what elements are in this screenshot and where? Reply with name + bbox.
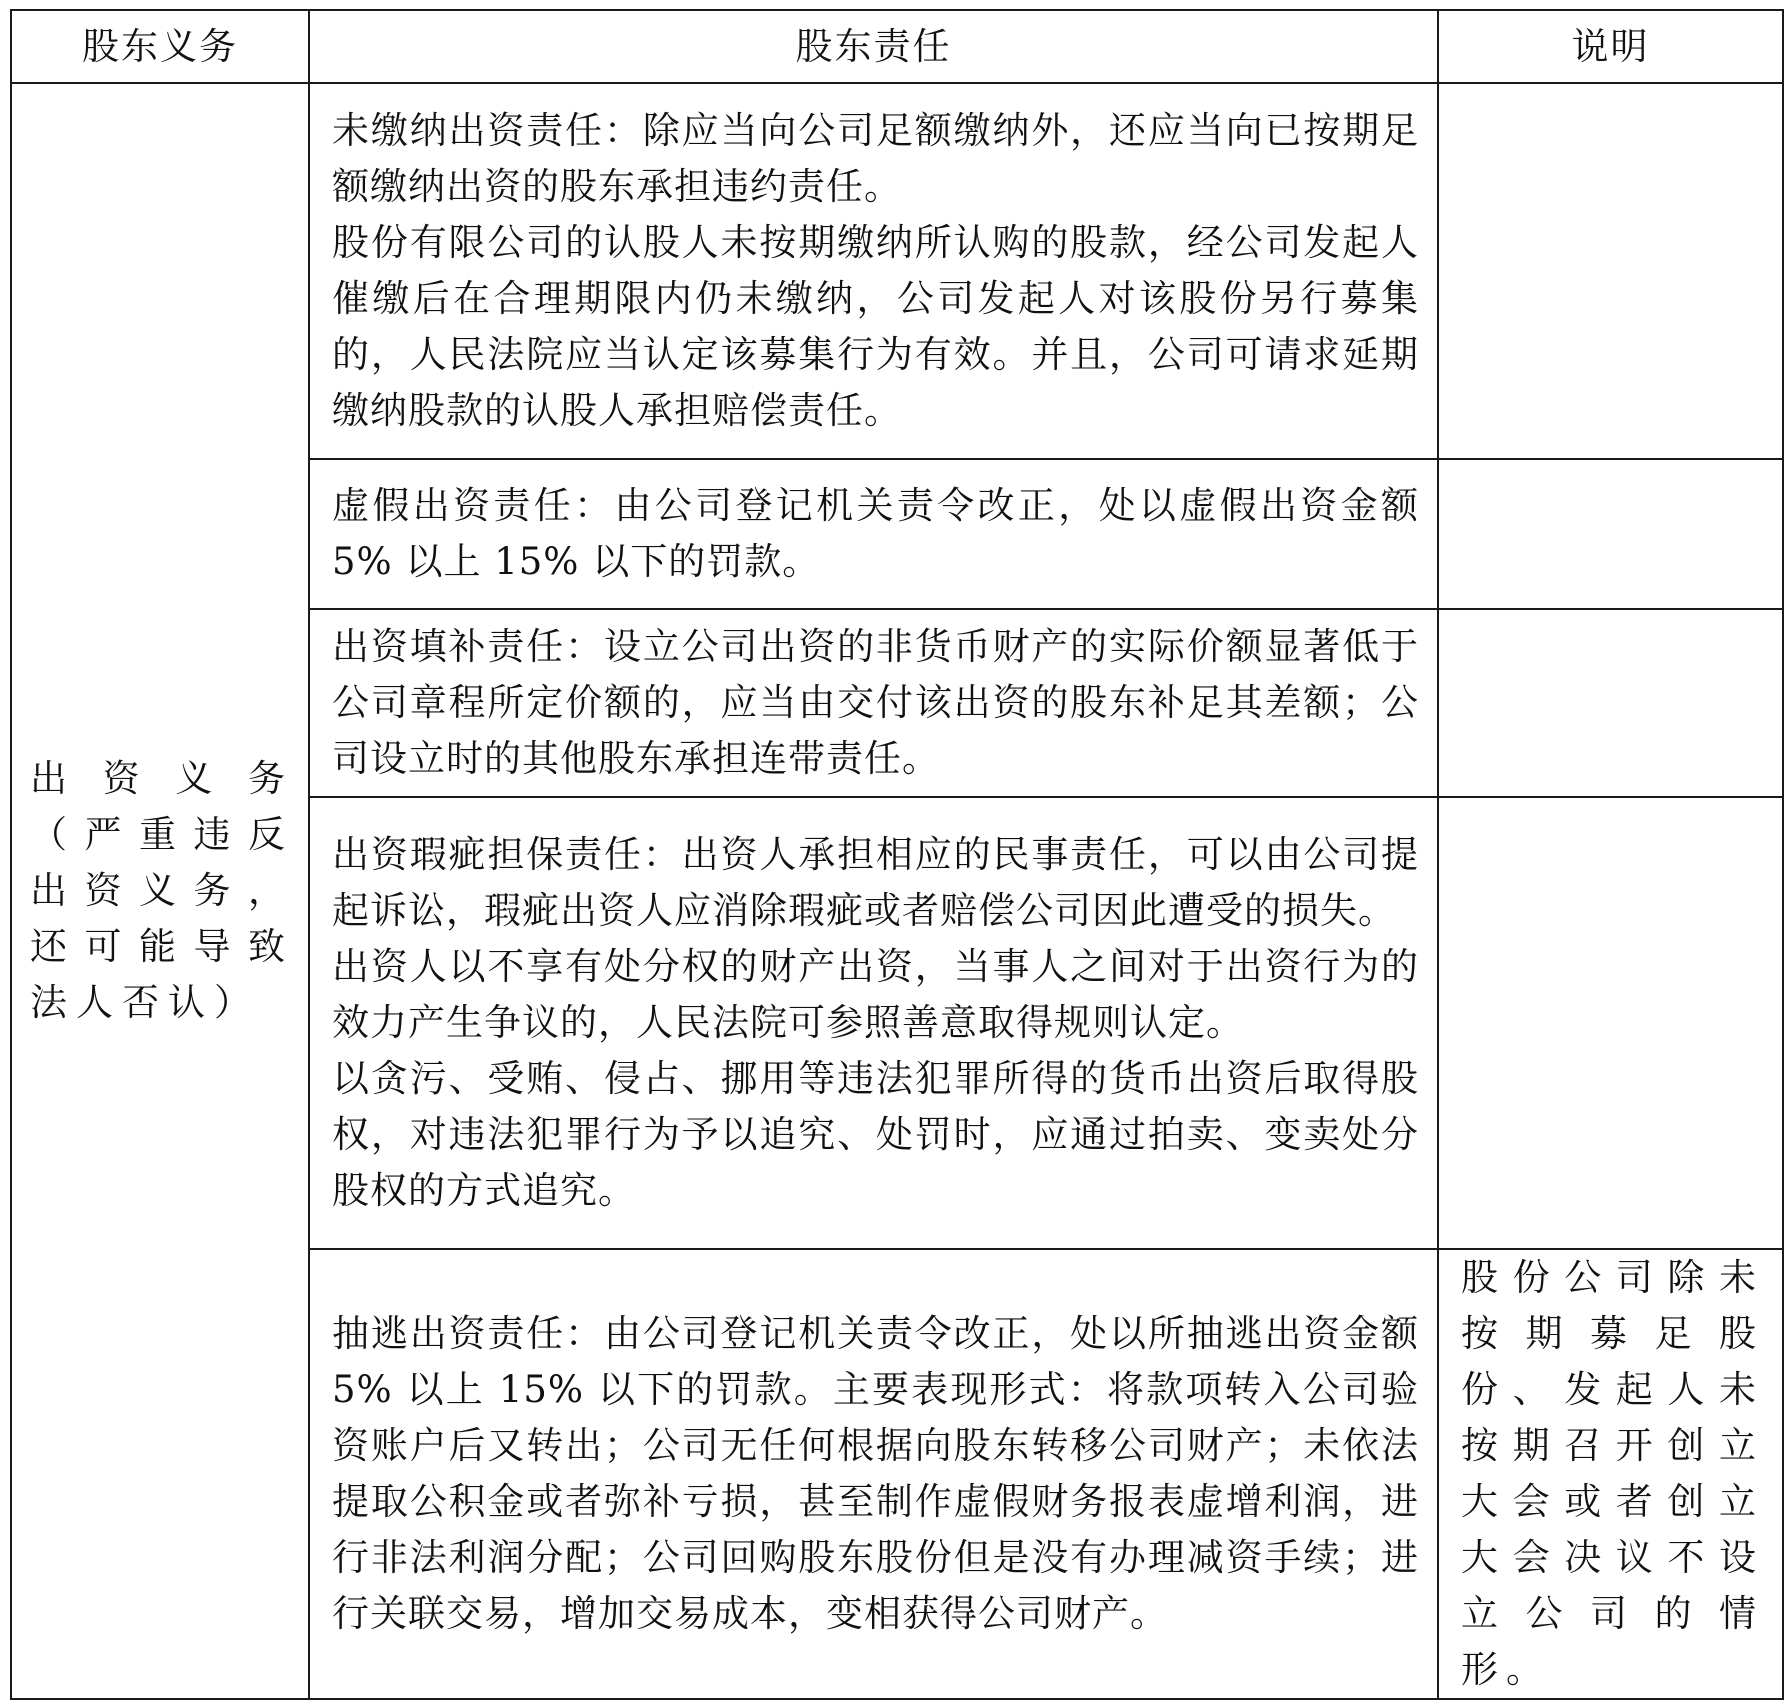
note-cell <box>1438 609 1783 797</box>
header-note: 说明 <box>1438 10 1783 83</box>
liability-cell-withdrawal <box>309 1249 1438 1699</box>
table-row <box>11 83 1783 459</box>
liability-paragraph: 未缴纳出资责任：除应当向公司足额缴纳外，还应当向已按期足额缴纳出资的股东承担违约责任。 <box>332 109 1419 208</box>
header-liability: 股东责任 <box>309 10 1438 83</box>
shareholder-duty-table <box>10 9 1784 1700</box>
liability-paragraph: 出资填补责任：设立公司出资的非货币财产的实际价额显著低于公司章程所定价额的，应当由交付该出资的股东补足其差额；公司设立时的其他股东承担连带责任。 <box>332 625 1419 780</box>
liability-paragraph: 出资瑕疵担保责任：出资人承担相应的民事责任，可以由公司提起诉讼，瑕疵出资人应消除瑕疵或者赔偿公司因此遭受的损失。 <box>332 833 1419 932</box>
liability-paragraph: 抽逃出资责任：由公司登记机关责令改正，处以所抽逃出资金额 5% 以上 15% 以下的罚款。主要表现形式：将款项转入公司验资账户后又转出；公司无任何根据向股东转移公司财产；未依法提取公积金或者弥补亏损，甚至制作虚假财务报表虚增利润，进行非法利润分配；公司回购股东股份但是没有办理减资手续；进行关联交易，增加交易成本，变相获得公司财产。 <box>332 1312 1419 1635</box>
liability-paragraph: 股份有限公司的认股人未按期缴纳所认购的股款，经公司发起人催缴后在合理期限内仍未缴纳，公司发起人对该股份另行募集的，人民法院应当认定该募集行为有效。并且，公司可请求延期缴纳股款的认股人承担赔偿责任。 <box>332 221 1419 432</box>
liability-cell-supplement <box>309 609 1438 797</box>
table-header-row <box>11 10 1783 83</box>
liability-paragraph: 以贪污、受贿、侵占、挪用等违法犯罪所得的货币出资后取得股权，对违法犯罪行为予以追究、处罚时，应通过拍卖、变卖处分股权的方式追究。 <box>332 1057 1419 1212</box>
note-cell <box>1438 797 1783 1249</box>
note-cell: 股份公司除未按期募足股份、发起人未按期召开创立大会或者创立大会决议不设立公司的情形。 <box>1438 1249 1783 1699</box>
liability-cell-defect-warranty <box>309 797 1438 1249</box>
header-duty: 股东义务 <box>11 10 309 83</box>
note-cell <box>1438 459 1783 609</box>
liability-paragraph: 出资人以不享有处分权的财产出资，当事人之间对于出资行为的效力产生争议的，人民法院可参照善意取得规则认定。 <box>332 945 1419 1044</box>
liability-paragraph: 虚假出资责任：由公司登记机关责令改正，处以虚假出资金额 5% 以上 15% 以下的罚款。 <box>332 484 1419 583</box>
liability-cell-unpaid <box>309 83 1438 459</box>
duty-cell: 出资义务（严重违反出资义务，还可能导致法人否认） <box>11 83 309 1699</box>
note-cell <box>1438 83 1783 459</box>
liability-cell-false-contribution <box>309 459 1438 609</box>
